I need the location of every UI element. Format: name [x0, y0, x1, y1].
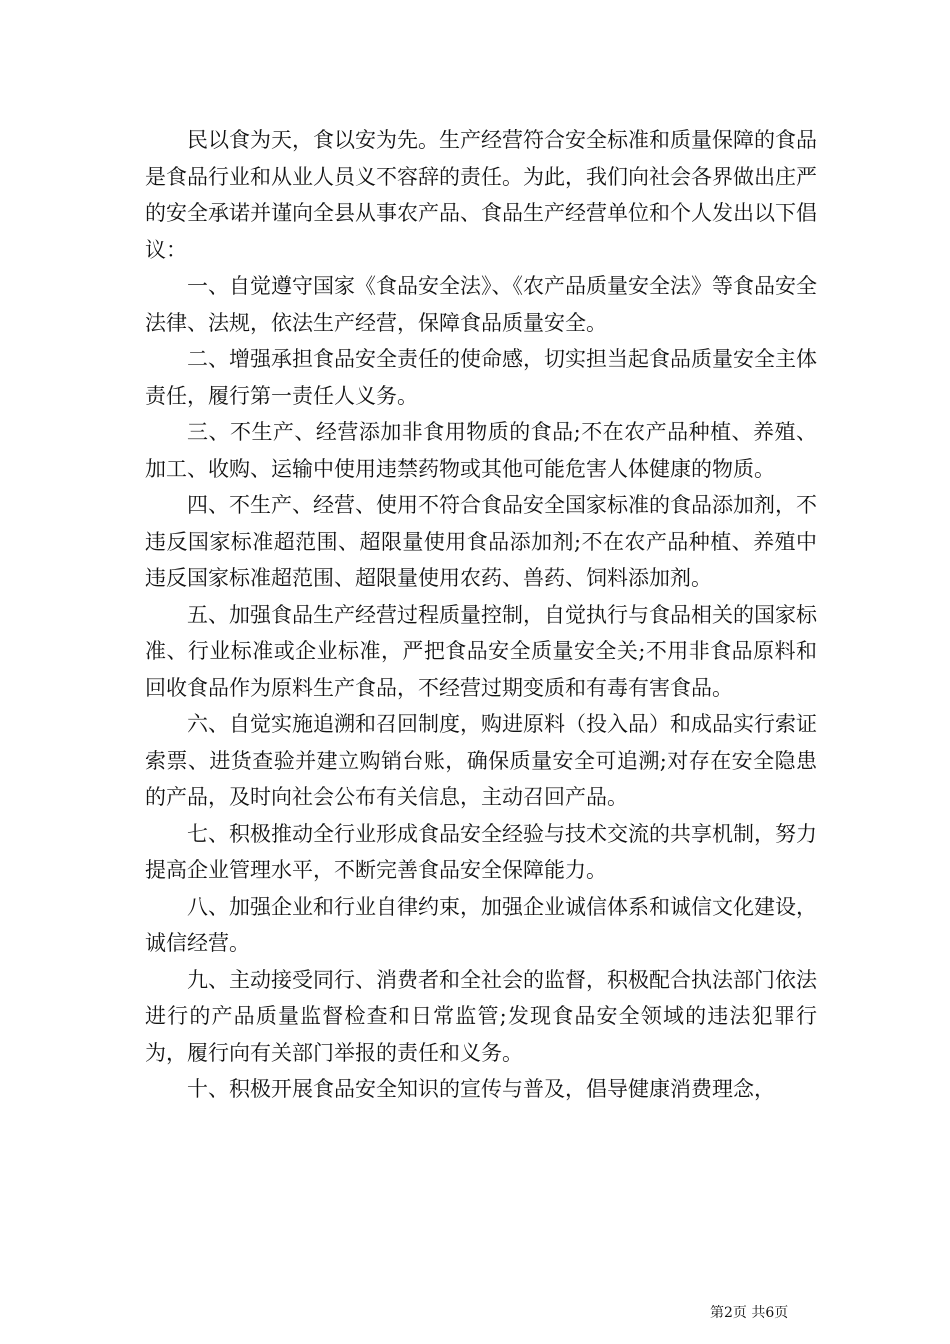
paragraph-item-8: 八、加强企业和行业自律约束，加强企业诚信体系和诚信文化建设，诚信经营。: [145, 894, 817, 955]
page-label-prefix: 第: [710, 1305, 724, 1321]
paragraph-item-3: 三、不生产、经营添加非食用物质的食品;不在农产品种植、养殖、加工、收购、运输中使用违禁药物或其他可能危害人体健康的物质。: [145, 420, 817, 481]
page-label-middle: 页 共: [732, 1305, 766, 1321]
document-body: [145, 122, 817, 1108]
paragraph-item-9: 九、主动接受同行、消费者和全社会的监督，积极配合执法部门依法进行的产品质量监督检查和日常监管;发现食品安全领域的违法犯罪行为，履行向有关部门举报的责任和义务。: [145, 967, 817, 1065]
paragraph-item-4: 四、不生产、经营、使用不符合食品安全国家标准的食品添加剂，不违反国家标准超范围、超限量使用食品添加剂;不在农产品种植、养殖中违反国家标准超范围、超限量使用农药、兽药、饲料添加剂。: [145, 493, 817, 590]
paragraph-item-1: 一、自觉遵守国家《食品安全法》、《农产品质量安全法》等食品安全法律、法规，依法生产经营，保障食品质量安全。: [145, 274, 817, 335]
paragraph-item-7: 七、积极推动全行业形成食品安全经验与技术交流的共享机制，努力提高企业管理水平，不断完善食品安全保障能力。: [145, 821, 817, 882]
paragraph-intro: 民以食为天，食以安为先。生产经营符合安全标准和质量保障的食品是食品行业和从业人员义不容辞的责任。为此，我们向社会各界做出庄严的安全承诺并谨向全县从事农产品、食品生产经营单位和个人发出以下倡议：: [145, 128, 817, 262]
page-label-suffix: 页: [774, 1305, 789, 1321]
paragraph-item-6: 六、自觉实施追溯和召回制度，购进原料（投入品）和成品实行索证索票、进货查验并建立购销台账，确保质量安全可追溯;对存在安全隐患的产品，及时向社会公布有关信息，主动召回产品。: [145, 712, 817, 809]
total-pages-number: 6: [765, 1305, 775, 1321]
paragraph-item-2: 二、增强承担食品安全责任的使命感，切实担当起食品质量安全主体责任，履行第一责任人义务。: [145, 347, 817, 408]
paragraph-item-10: 十、积极开展食品安全知识的宣传与普及，倡导健康消费理念，: [187, 1077, 775, 1101]
paragraph-item-5: 五、加强食品生产经营过程质量控制，自觉执行与食品相关的国家标准、行业标准或企业标准，严把食品安全质量安全关;不用非食品原料和回收食品作为原料生产食品，不经营过期变质和有毒有害食品。: [145, 602, 817, 700]
page-number-footer: [710, 1304, 788, 1322]
current-page-number: 2: [724, 1305, 733, 1321]
